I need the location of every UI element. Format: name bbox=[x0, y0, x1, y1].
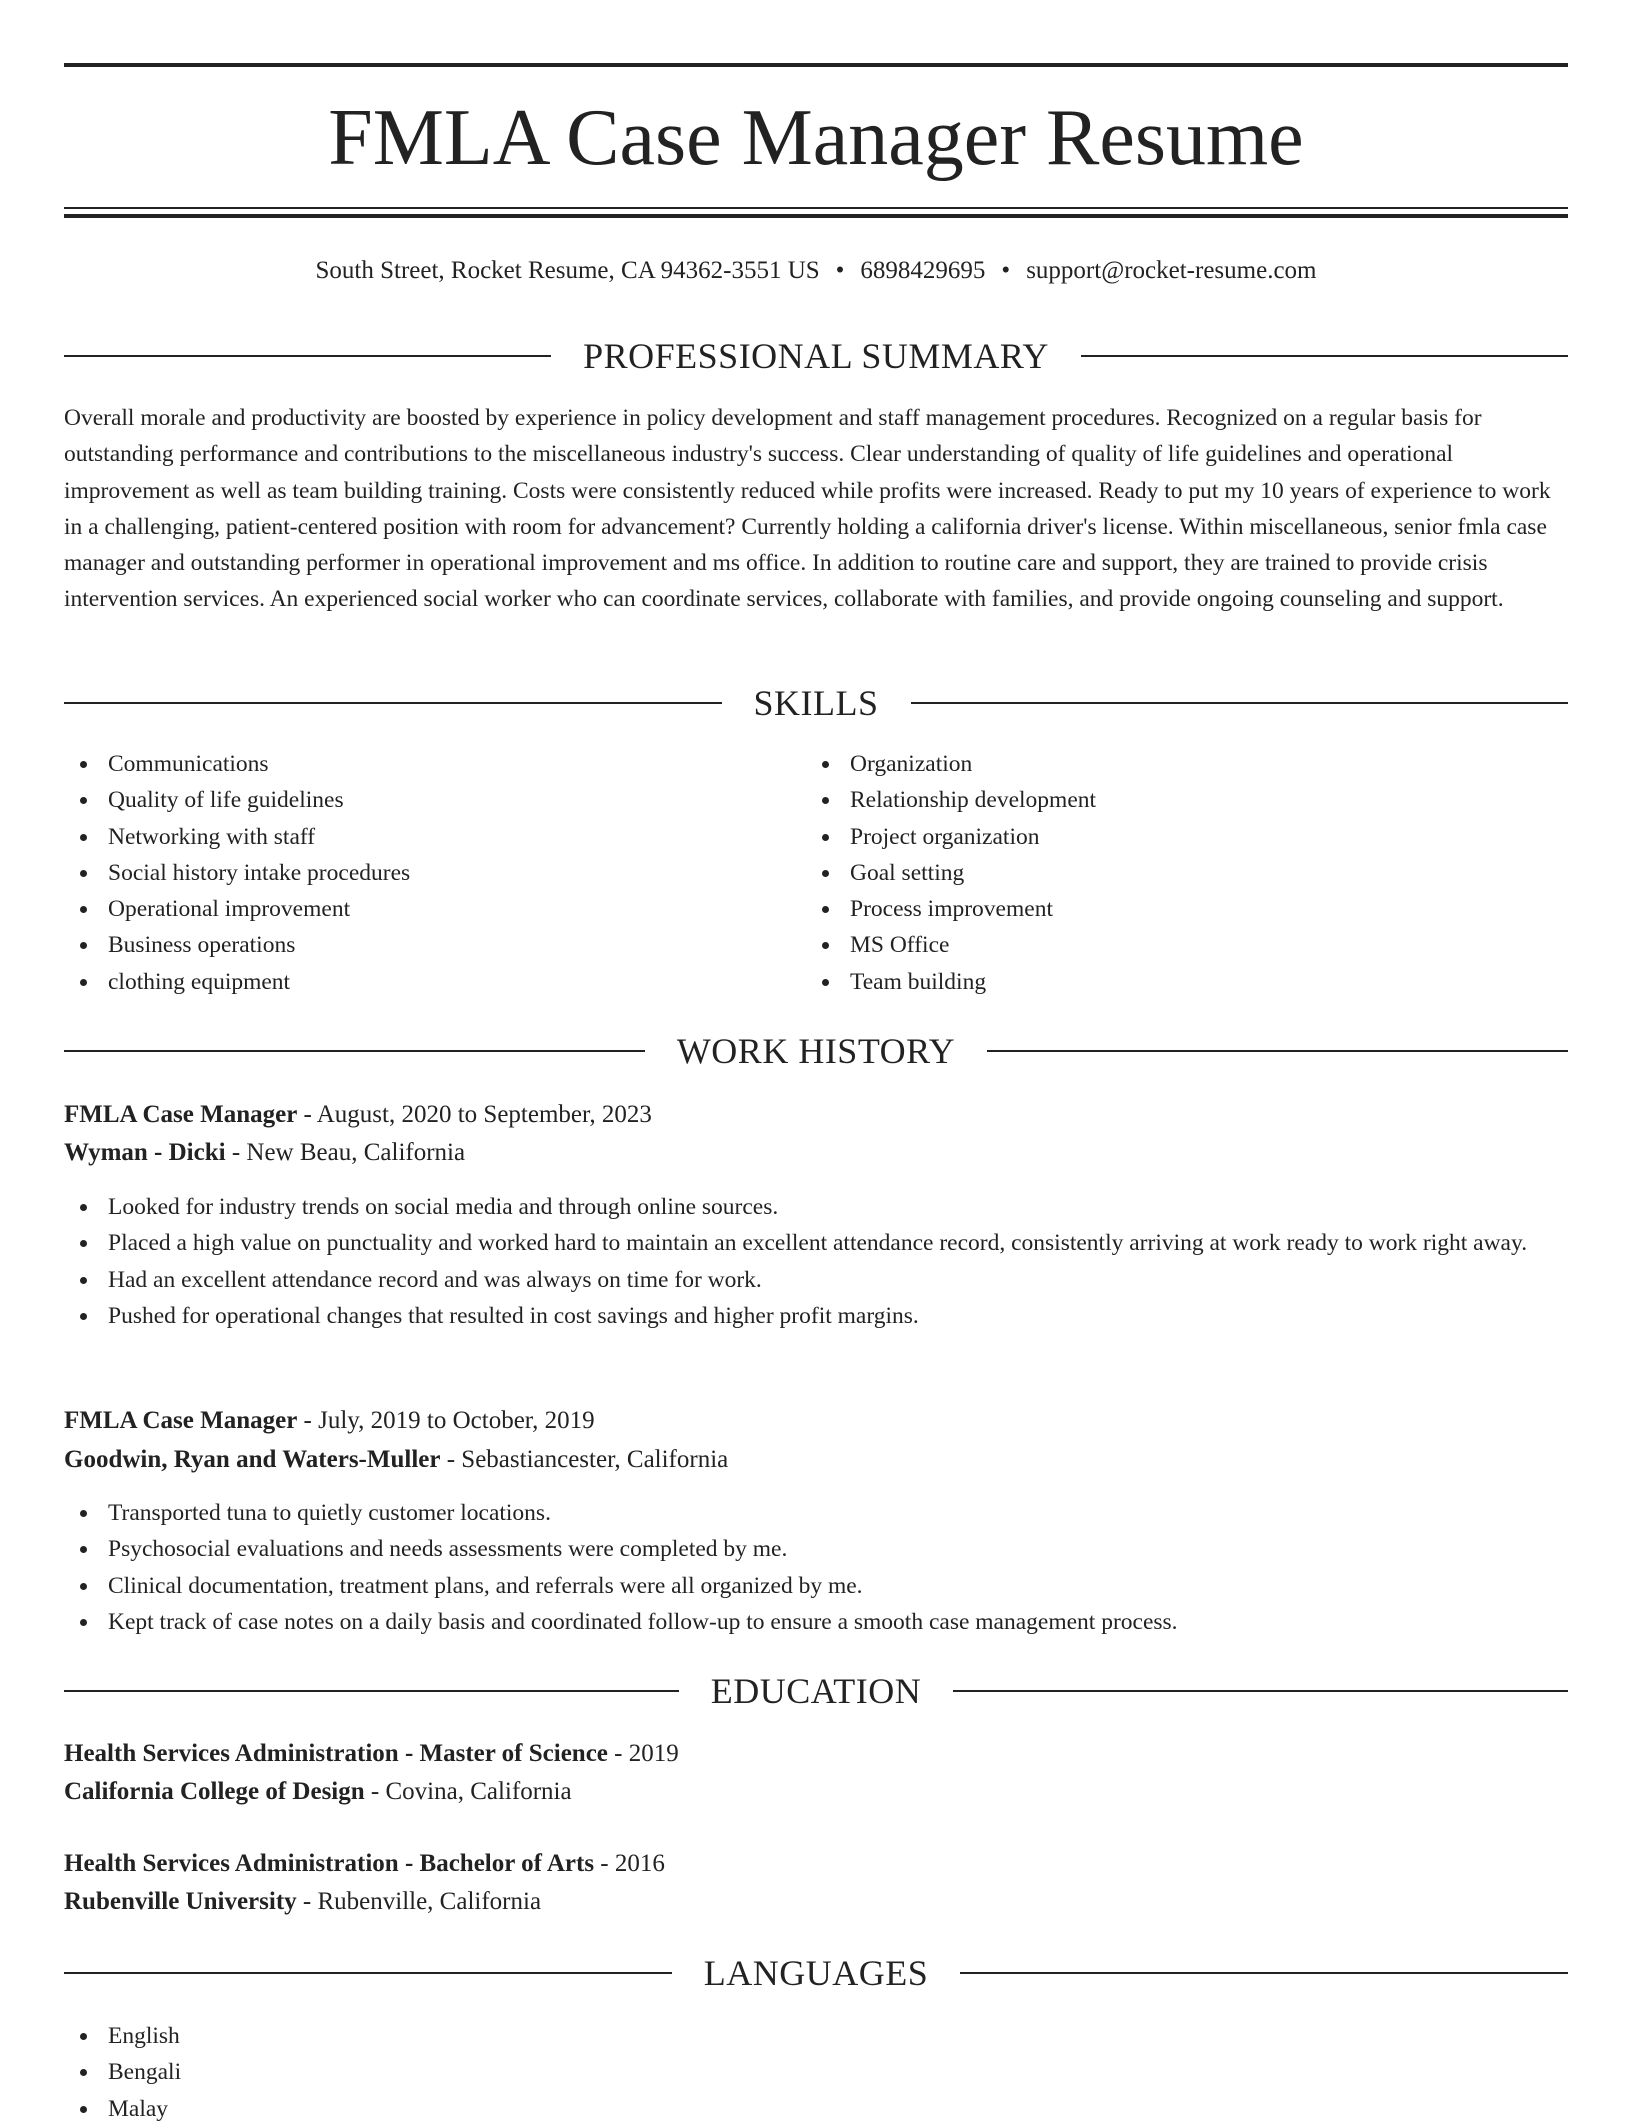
job-title: FMLA Case Manager bbox=[64, 1101, 298, 1128]
job-title: FMLA Case Manager bbox=[64, 1407, 298, 1434]
job-bullet: Looked for industry trends on social media and through online sources. bbox=[64, 1189, 1568, 1225]
job-dates: - August, 2020 to September, 2023 bbox=[297, 1101, 652, 1128]
education-degree: Health Services Administration - Master of Science bbox=[64, 1740, 608, 1767]
skills-heading-label: SKILLS bbox=[753, 683, 879, 723]
contact-phone: 6898429695 bbox=[860, 257, 986, 284]
skills-list-left bbox=[64, 746, 764, 1000]
contact-address: South Street, Rocket Resume, CA 94362-3551 US bbox=[315, 257, 820, 284]
skill-item: Process improvement bbox=[806, 891, 1506, 927]
heading-rule-left bbox=[64, 1050, 645, 1052]
education-school: California College of Design bbox=[64, 1778, 365, 1805]
job-bullets bbox=[64, 1189, 1568, 1334]
job-bullet: Psychosocial evaluations and needs assessments were completed by me. bbox=[64, 1531, 1568, 1567]
skill-item: Operational improvement bbox=[64, 891, 764, 927]
education-year: - 2016 bbox=[594, 1850, 665, 1877]
education-degree-line bbox=[64, 1736, 1568, 1772]
heading-rule-right bbox=[987, 1050, 1568, 1052]
education-school: Rubenville University bbox=[64, 1888, 297, 1915]
education-school-line bbox=[64, 1884, 1568, 1920]
header-rule-upper bbox=[64, 207, 1568, 209]
job-title-line bbox=[64, 1403, 1568, 1439]
language-item: Malay bbox=[64, 2091, 1568, 2127]
work-section-heading bbox=[64, 1029, 1568, 1073]
education-section-heading bbox=[64, 1669, 1568, 1713]
skill-item: Networking with staff bbox=[64, 819, 764, 855]
skills-list-right bbox=[806, 746, 1506, 1000]
job-bullet-list bbox=[64, 1495, 1568, 1640]
job-location: - Sebastiancester, California bbox=[440, 1446, 729, 1473]
education-degree-line bbox=[64, 1846, 1568, 1882]
heading-rule-left bbox=[64, 1690, 679, 1692]
skill-item: Relationship development bbox=[806, 782, 1506, 818]
education-location: - Covina, California bbox=[364, 1778, 572, 1805]
languages-section-heading bbox=[64, 1951, 1568, 1995]
skill-item: clothing equipment bbox=[64, 964, 764, 1000]
education-school-line bbox=[64, 1774, 1568, 1810]
job-company: Goodwin, Ryan and Waters-Muller bbox=[64, 1446, 441, 1473]
header-top-rule bbox=[64, 63, 1568, 67]
contact-separator: • bbox=[835, 257, 845, 284]
skill-item: Organization bbox=[806, 746, 1506, 782]
job-location: - New Beau, California bbox=[225, 1139, 466, 1166]
languages-heading-label: LANGUAGES bbox=[703, 1953, 929, 1993]
skill-item: Communications bbox=[64, 746, 764, 782]
heading-rule-right bbox=[1081, 355, 1568, 357]
job-company-line bbox=[64, 1442, 1568, 1478]
resume-title: FMLA Case Manager Resume bbox=[328, 94, 1304, 182]
summary-paragraph: Overall morale and productivity are boosted by experience in policy development and staff management procedures. Recognized on a regular basis for outstanding performance and contributions to the miscellaneous industry's success. Clear understanding of quality of life guidelines and operational improvement as well as team building training. Costs were consistently reduced while profits were increased. Ready to put my 10 years of experience to work in a challenging, patient-centered position with room for advancement? Currently holding a california driver's license. Within miscellaneous, senior fmla case manager and outstanding performer in operational improvement and ms office. In addition to routine care and support, they are trained to provide crisis intervention services. An experienced social worker who can coordinate services, collaborate with families, and provide ongoing counseling and support. bbox=[64, 405, 1551, 613]
job-bullet: Clinical documentation, treatment plans, and referrals were all organized by me. bbox=[64, 1568, 1568, 1604]
education-year: - 2019 bbox=[607, 1740, 679, 1767]
skill-item: Project organization bbox=[806, 819, 1506, 855]
languages-list bbox=[64, 2018, 1568, 2127]
language-item: English bbox=[64, 2018, 1568, 2054]
skill-item: Social history intake procedures bbox=[64, 855, 764, 891]
education-location: - Rubenville, California bbox=[296, 1888, 542, 1915]
summary-section-heading bbox=[64, 334, 1568, 378]
skill-item: Team building bbox=[806, 964, 1506, 1000]
contact-email: support@rocket-resume.com bbox=[1026, 257, 1317, 284]
education-degree: Health Services Administration - Bachelor of Arts bbox=[64, 1850, 595, 1877]
skills-column-left bbox=[64, 746, 764, 1000]
job-bullet-list bbox=[64, 1189, 1568, 1334]
heading-rule-left bbox=[64, 702, 722, 704]
job-bullets bbox=[64, 1495, 1568, 1640]
heading-rule-right bbox=[911, 702, 1569, 704]
job-bullet: Placed a high value on punctuality and worked hard to maintain an excellent attendance record, consistently arriving at work ready to work right away. bbox=[64, 1225, 1568, 1261]
job-bullet: Kept track of case notes on a daily basis and coordinated follow-up to ensure a smooth case management process. bbox=[64, 1604, 1568, 1640]
job-bullet: Pushed for operational changes that resulted in cost savings and higher profit margins. bbox=[64, 1298, 1568, 1334]
skill-item: Quality of life guidelines bbox=[64, 782, 764, 818]
skills-column-right bbox=[806, 746, 1506, 1000]
language-item: Bengali bbox=[64, 2054, 1568, 2090]
education-heading-label: EDUCATION bbox=[710, 1671, 922, 1711]
work-heading-label: WORK HISTORY bbox=[676, 1031, 956, 1071]
heading-rule-right bbox=[953, 1690, 1568, 1692]
heading-rule-left bbox=[64, 1972, 672, 1974]
contact-line bbox=[64, 254, 1568, 288]
job-title-line bbox=[64, 1097, 1568, 1133]
skill-item: Business operations bbox=[64, 927, 764, 963]
job-bullet: Transported tuna to quietly customer locations. bbox=[64, 1495, 1568, 1531]
skill-item: Goal setting bbox=[806, 855, 1506, 891]
header-rule-lower bbox=[64, 214, 1568, 218]
skill-item: MS Office bbox=[806, 927, 1506, 963]
contact-separator: • bbox=[1001, 257, 1011, 284]
job-company: Wyman - Dicki bbox=[64, 1139, 226, 1166]
job-company-line bbox=[64, 1135, 1568, 1171]
job-bullet: Had an excellent attendance record and was always on time for work. bbox=[64, 1262, 1568, 1298]
languages-block bbox=[64, 2018, 1568, 2127]
skills-section-heading bbox=[64, 681, 1568, 725]
heading-rule-right bbox=[960, 1972, 1568, 1974]
summary-heading-label: PROFESSIONAL SUMMARY bbox=[583, 336, 1049, 376]
job-dates: - July, 2019 to October, 2019 bbox=[297, 1407, 595, 1434]
heading-rule-left bbox=[64, 355, 551, 357]
